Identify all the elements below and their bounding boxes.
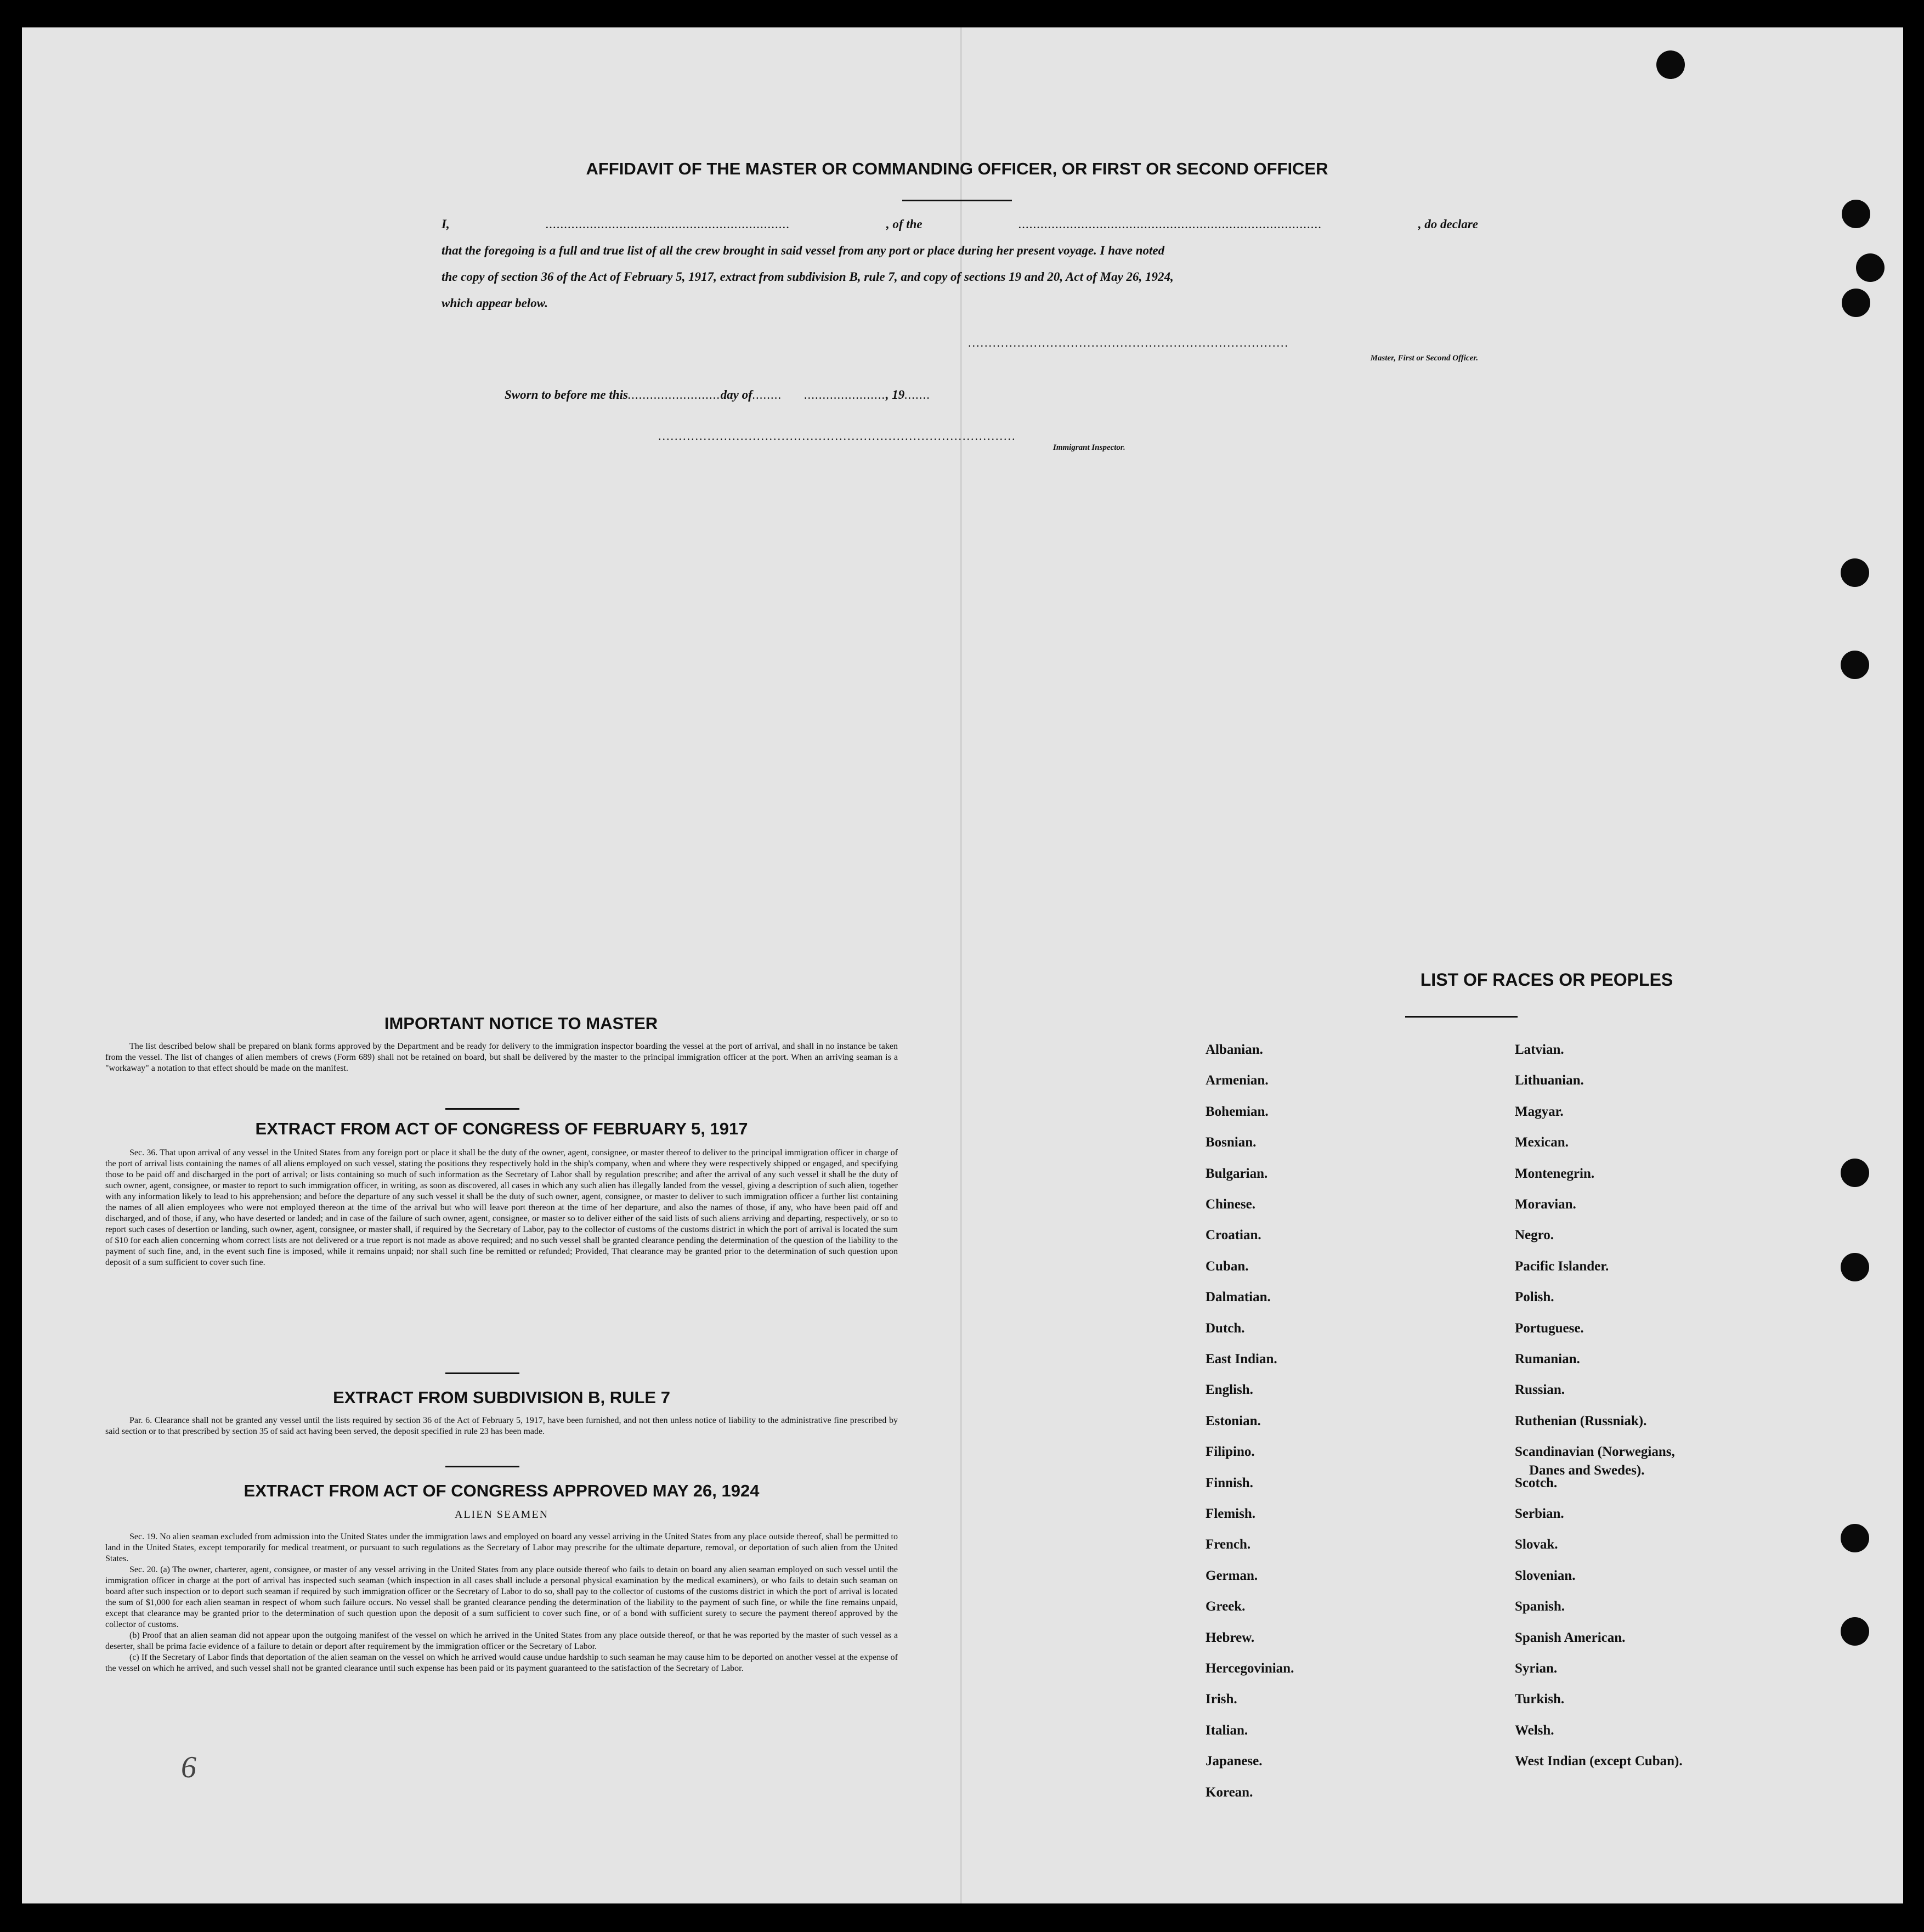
- section-20a-paragraph: Sec. 20. (a) The owner, charterer, agent, consignee, or master of any vessel arriving in the United States from any place outside thereof who fails to detain on board any alien seaman employed on such vessel until the immigration officer in charge at the port of arrival has inspected such seaman (which inspection in all cases shall include a personal physical examination by the medical examiners), or who fails to detain such seaman on board after such inspection or to deport such seaman if required by such immigration officer or the Secretary of Labor to do so, shall pay to the collector of customs of the customs district in which the port of arrival is located the sum of $1,000 for each alien seaman in respect of whom such failure occurs. No vessel shall be granted clearance pending the determination of the liability to the payment of such fine, or while the fine remains unpaid, except that clearance may be granted prior to the determination of such question upon the deposit of a sum sufficient to cover such fine, or of a bond with sufficient surety to secure the payment thereof approved by the collector of customs.: [105, 1565, 898, 1629]
- section-19-paragraph: Sec. 19. No alien seaman excluded from admission into the United States under the immigration laws and employed on board any vessel arriving in the United States from any place outside thereof, shall be permitted to land in the United States, except temporarily for medical treatment, or pursuant to such regulations as the Secretary of Labor may prescribe for the ultimate departure, removal, or deportation of such alien from the United States.: [105, 1532, 898, 1563]
- signature-caption: Master, First or Second Officer.: [1370, 354, 1478, 363]
- sworn-line: [505, 382, 931, 408]
- race-item: Danes and Swedes).: [1529, 1463, 1645, 1478]
- race-item: Hebrew.: [1206, 1630, 1255, 1645]
- races-title-divider: [1405, 1016, 1518, 1018]
- race-item: Dutch.: [1206, 1321, 1245, 1336]
- declare-label: , do declare: [1418, 217, 1478, 231]
- section-divider: [445, 1108, 519, 1110]
- punch-hole: [1656, 50, 1685, 79]
- punch-hole: [1841, 1617, 1869, 1646]
- race-item: Rumanian.: [1515, 1352, 1580, 1366]
- race-item: Greek.: [1206, 1599, 1246, 1614]
- race-item: Chinese.: [1206, 1197, 1255, 1212]
- race-item: Cuban.: [1206, 1259, 1249, 1274]
- section-divider: [445, 1466, 519, 1467]
- rule-7-title: EXTRACT FROM SUBDIVISION B, RULE 7: [333, 1388, 670, 1407]
- race-item: Dalmatian.: [1206, 1290, 1271, 1304]
- act-1924-title: EXTRACT FROM ACT OF CONGRESS APPROVED MAY 26, 1924: [244, 1481, 760, 1500]
- race-item: Montenegrin.: [1515, 1166, 1595, 1181]
- race-item: Latvian.: [1515, 1042, 1564, 1057]
- race-item: Turkish.: [1515, 1692, 1565, 1707]
- day-of-label: day of: [720, 388, 752, 402]
- races-title: LIST OF RACES OR PEOPLES: [1420, 970, 1673, 990]
- race-item: Lithuanian.: [1515, 1073, 1584, 1088]
- race-item: Irish.: [1206, 1692, 1237, 1707]
- race-item: Negro.: [1515, 1228, 1554, 1242]
- race-item: Bohemian.: [1206, 1104, 1269, 1119]
- race-item: Hercegovinian.: [1206, 1661, 1294, 1676]
- punch-hole: [1841, 1524, 1869, 1552]
- declaration-line-4: which appear below.: [442, 296, 548, 310]
- race-item: Magyar.: [1515, 1104, 1564, 1119]
- race-item: Serbian.: [1515, 1506, 1564, 1521]
- sworn-month-field[interactable]: ........ ......................: [752, 388, 886, 402]
- race-item: Korean.: [1206, 1785, 1253, 1800]
- race-item: Russian.: [1515, 1382, 1565, 1397]
- punch-hole: [1842, 289, 1870, 317]
- notice-text: [105, 1041, 898, 1074]
- punch-hole: [1841, 1253, 1869, 1281]
- race-item: Bulgarian.: [1206, 1166, 1268, 1181]
- race-item: Flemish.: [1206, 1506, 1255, 1521]
- race-item: West Indian (except Cuban).: [1515, 1754, 1683, 1769]
- section-36-paragraph: Sec. 36. That upon arrival of any vessel in the United States from any foreign port or place it shall be the duty of the owner, agent, consignee, or master thereof to deliver to the principal immigration officer in charge of the port of arrival lists containing the names of all aliens employed on such vessel, stating the positions they respectively hold in the ship's company, when and where they were respectively shipped or engaged, and specifying those to be paid off and discharged in the port of arrival; or lists containing so much of such information as the Secretary of Labor shall by regulation prescribe; and after the arrival of any such vessel it shall be the duty of such owner, agent, consignee, or master to report to such immigration officer, in writing, as soon as discovered, all cases in which any such alien has illegally landed from the vessel, giving a description of such alien, together with any information likely to lead to his apprehension; and before the departure of any such vessel it shall be the duty of such owner, agent, consignee, or master to deliver to such immigration officer a further list containing the names of all alien employees who were not employed thereon at the time of the arrival but who will leave port thereon at the time of her departure, and also the names of those, if any, who have been paid off and discharged, and of those, if any, who have deserted or landed; and in case of the failure of such owner, agent, consignee, or master so to deliver either of the said lists of such aliens arriving and departing, respectively, or so to report such cases of desertion or landing, such owner, agent, consignee, or master shall, if required by the Secretary of Labor, pay to the collector of customs of the customs district in which the port of arrival is located the sum of $10 for each alien concerning whom correct lists are not delivered or a true report is not made as above required; and no such vessel shall be granted clearance pending the determination of the question of the liability to the payment of such fine, and, in the event such fine is imposed, while it remains unpaid; nor shall such fine be remitted or refunded; Provided, That clearance may be granted prior to the determination of such question upon deposit of a sum sufficient to cover such fine.: [105, 1148, 898, 1267]
- paragraph-6: Par. 6. Clearance shall not be granted any vessel until the lists required by section 36 of the Act of February 5, 1917, have been furnished, and not then unless notice of liability to the administrative fine prescribed by said section or to that prescribed by section 35 of said act having been served, the deposit specified in rule 23 has been made.: [105, 1416, 898, 1436]
- sworn-label: Sworn to before me this: [505, 388, 628, 402]
- year-label: , 19: [885, 388, 905, 402]
- sworn-date-field[interactable]: .........................: [627, 388, 721, 402]
- punch-hole: [1856, 253, 1885, 282]
- sworn-year-field[interactable]: .......: [904, 388, 931, 402]
- race-item: Croatian.: [1206, 1228, 1261, 1242]
- race-item: English.: [1206, 1382, 1253, 1397]
- affidavit-title: AFFIDAVIT OF THE MASTER OR COMMANDING OFFICER, OR FIRST OR SECOND OFFICER: [586, 159, 1328, 178]
- race-item: Moravian.: [1515, 1197, 1576, 1212]
- punch-hole: [1841, 1159, 1869, 1187]
- race-item: Scotch.: [1515, 1476, 1558, 1490]
- title-divider: [902, 200, 1012, 201]
- act-1917-text: [105, 1148, 898, 1268]
- inspector-caption: Immigrant Inspector.: [1053, 443, 1125, 452]
- act-1924-text: [105, 1532, 898, 1674]
- race-item: Polish.: [1515, 1290, 1554, 1304]
- declaration-line-2: that the foregoing is a full and true list of all the crew brought in said vessel from any port or place during her present voyage. I have noted: [442, 244, 1165, 257]
- race-item: Italian.: [1206, 1723, 1248, 1738]
- race-item: Finnish.: [1206, 1476, 1253, 1490]
- act-1917-title: EXTRACT FROM ACT OF CONGRESS OF FEBRUARY 5, 1917: [255, 1119, 748, 1138]
- rule-7-text: [105, 1415, 898, 1437]
- race-item: Filipino.: [1206, 1444, 1255, 1459]
- inspector-signature-line[interactable]: .......................................................................................: [658, 429, 1016, 443]
- declaration-line-3: the copy of section 36 of the Act of February 5, 1917, extract from subdivision B, rule 7, and copy of sections 19 and 20, Act of May 26, 1924,: [442, 270, 1174, 284]
- race-item: Spanish American.: [1515, 1630, 1626, 1645]
- race-item: Albanian.: [1206, 1042, 1263, 1057]
- race-item: Syrian.: [1515, 1661, 1558, 1676]
- race-item: Portuguese.: [1515, 1321, 1584, 1336]
- notice-title: IMPORTANT NOTICE TO MASTER: [384, 1014, 658, 1033]
- notice-paragraph: The list described below shall be prepared on blank forms approved by the Department and be ready for delivery to the immigration inspector boarding the vessel at the port of arrival, and shall in no instance be taken from the vessel. The list of changes of alien members of crews (Form 689) shall not be retained on board, but shall be delivered by the master to the principal immigration officer at the port. When an arriving seaman is a "workaway" a notation to that effect should be made on the manifest.: [105, 1042, 898, 1073]
- punch-hole: [1841, 651, 1869, 679]
- declaration-line-1: [442, 211, 1478, 238]
- section-divider: [445, 1372, 519, 1374]
- section-20c-paragraph: (c) If the Secretary of Labor finds that deportation of the alien seaman on the vessel on which he arrived would cause undue hardship to such seaman he may cause him to be deported on another vessel at the expense of the vessel on which he arrived, and such vessel shall not be granted clearance until such expense has been paid or its payment guaranteed to the satisfaction of the Secretary of Labor.: [105, 1653, 898, 1673]
- act-1924-subtitle: ALIEN SEAMEN: [454, 1509, 549, 1521]
- race-item: Slovak.: [1515, 1537, 1558, 1552]
- race-item: East Indian.: [1206, 1352, 1277, 1366]
- punch-hole: [1842, 200, 1870, 228]
- race-item: Welsh.: [1515, 1723, 1554, 1738]
- punch-hole: [1841, 558, 1869, 587]
- handwritten-mark: 6: [181, 1750, 196, 1784]
- race-item: Mexican.: [1515, 1135, 1569, 1150]
- race-item: Slovenian.: [1515, 1568, 1576, 1583]
- section-20b-paragraph: (b) Proof that an alien seaman did not appear upon the outgoing manifest of the vessel on which he arrived in the United States from any place outside thereof, or that he was reported by the master of such vessel as a deserter, shall be prima facie evidence of a failure to detain or deport after requirement by the immigration officer or the Secretary of Labor.: [105, 1631, 898, 1651]
- race-item: Japanese.: [1206, 1754, 1263, 1769]
- declarant-name-field[interactable]: ..................................................................: [546, 217, 790, 231]
- race-item: German.: [1206, 1568, 1258, 1583]
- race-item: Armenian.: [1206, 1073, 1269, 1088]
- race-item: Pacific Islander.: [1515, 1259, 1609, 1274]
- vessel-name-field[interactable]: ..................................................................................: [1018, 217, 1322, 231]
- vessel-label: , of the: [886, 217, 923, 231]
- signature-line[interactable]: ..............................................................................: [968, 336, 1289, 349]
- race-item: Spanish.: [1515, 1599, 1565, 1614]
- race-item: Estonian.: [1206, 1414, 1261, 1428]
- race-item: Bosnian.: [1206, 1135, 1257, 1150]
- declarant-label: I,: [442, 217, 450, 231]
- race-item: Scandinavian (Norwegians,: [1515, 1444, 1675, 1459]
- race-item: Ruthenian (Russniak).: [1515, 1414, 1647, 1428]
- race-item: French.: [1206, 1537, 1251, 1552]
- affidavit-declaration: [442, 211, 1478, 317]
